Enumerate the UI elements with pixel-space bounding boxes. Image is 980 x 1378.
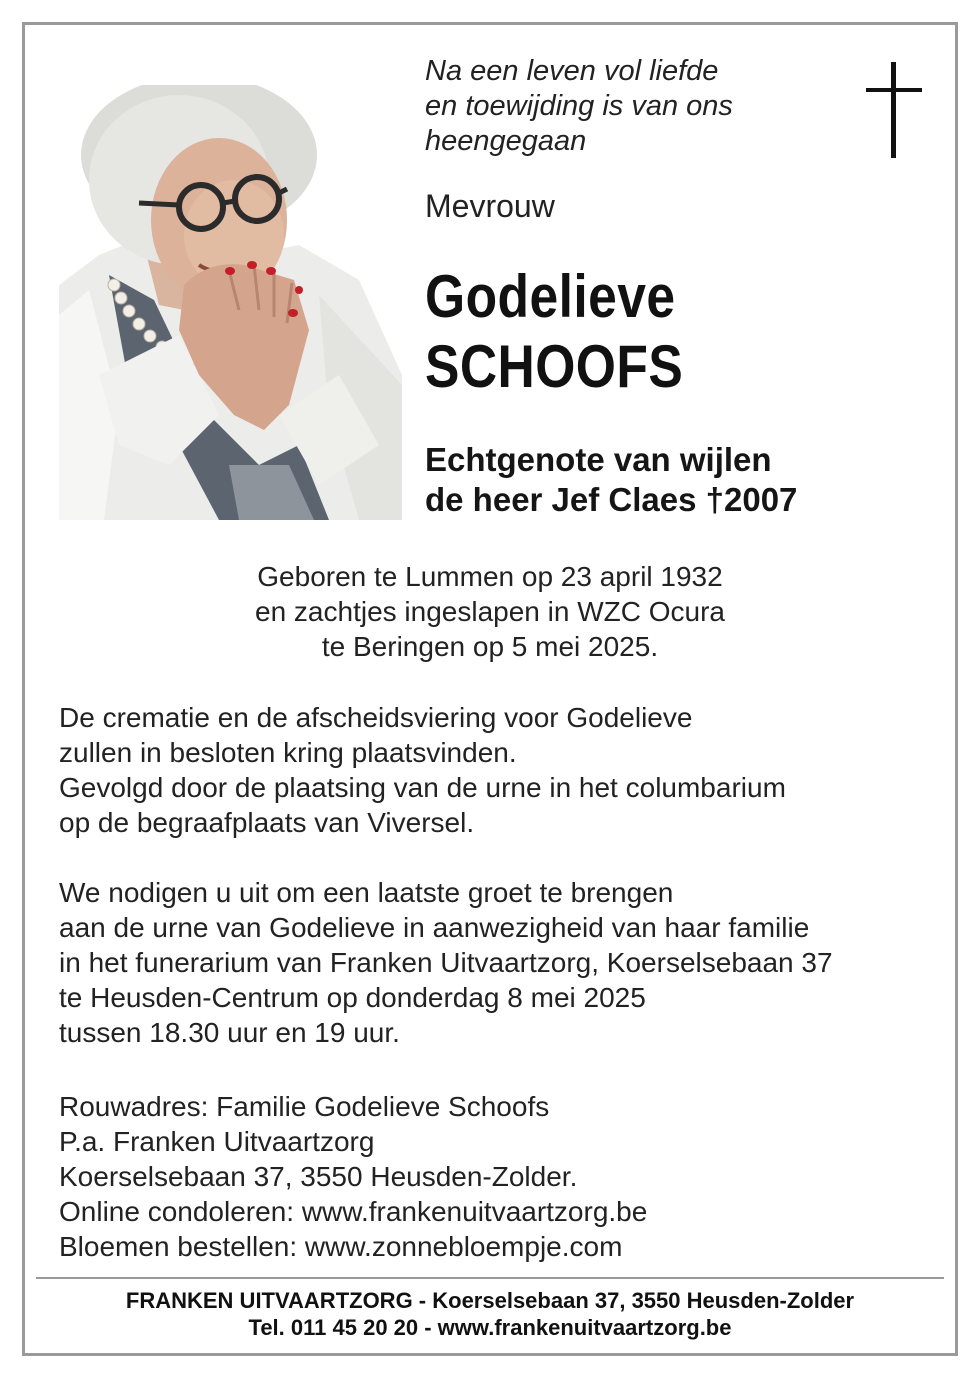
intro-text [425, 54, 733, 159]
portrait-photo [59, 85, 402, 520]
intro-line: heengegaan [425, 125, 587, 157]
intro-line: Na een leven vol liefde [425, 55, 719, 87]
footer-divider [36, 1277, 944, 1279]
footer-contact: Tel. 011 45 20 20 - www.frankenuitvaartzorg.be [248, 1315, 732, 1340]
cross-icon [866, 62, 922, 158]
contact-line: Koerselsebaan 37, 3550 Heusden-Zolder. [59, 1161, 578, 1192]
paragraph-line: Gevolgd door de plaatsing van de urne in het columbarium [59, 772, 786, 803]
birth-line: Geboren te Lummen op 23 april 1932 [257, 561, 723, 592]
birth-death-info [59, 559, 921, 664]
paragraph-line: tussen 18.30 uur en 19 uur. [59, 1017, 400, 1048]
birth-line: te Beringen op 5 mei 2025. [321, 631, 659, 662]
paragraph-line: We nodigen u uit om een laatste groet te brengen [59, 877, 674, 908]
invitation-paragraph [59, 875, 833, 1050]
paragraph-line: te Heusden-Centrum op donderdag 8 mei 2025 [59, 982, 646, 1013]
honorific: Mevrouw [425, 188, 555, 224]
paragraph-line: zullen in besloten kring plaatsvinden. [59, 737, 517, 768]
intro-line: en toewijding is van ons [425, 90, 733, 122]
paragraph-line: aan de urne van Godelieve in aanwezigheid van haar familie [59, 912, 810, 943]
condolence-link[interactable]: Online condoleren: www.frankenuitvaartzorg.be [59, 1196, 648, 1227]
birth-line: en zachtjes ingeslapen in WZC Ocura [255, 596, 725, 627]
paragraph-line: De crematie en de afscheidsviering voor Godelieve [59, 702, 693, 733]
ceremony-paragraph [59, 700, 786, 840]
spouse-line: de heer Jef Claes †2007 [425, 481, 798, 518]
last-name: SCHOOFS [425, 333, 684, 400]
contact-line: Rouwadres: Familie Godelieve Schoofs [59, 1091, 550, 1122]
footer-address: FRANKEN UITVAARTZORG - Koerselsebaan 37, 3550 Heusden-Zolder [125, 1288, 855, 1313]
paragraph-line: in het funerarium van Franken Uitvaartzorg, Koerselsebaan 37 [59, 947, 833, 978]
first-name: Godelieve [425, 263, 676, 330]
contact-line: P.a. Franken Uitvaartzorg [59, 1126, 375, 1157]
flowers-link[interactable]: Bloemen bestellen: www.zonnebloempje.com [59, 1231, 623, 1262]
deceased-name [425, 262, 683, 402]
spouse-info [425, 440, 797, 520]
spouse-line: Echtgenote van wijlen [425, 441, 772, 478]
footer [22, 1287, 958, 1341]
paragraph-line: op de begraafplaats van Viversel. [59, 807, 475, 838]
contact-paragraph [59, 1089, 647, 1264]
